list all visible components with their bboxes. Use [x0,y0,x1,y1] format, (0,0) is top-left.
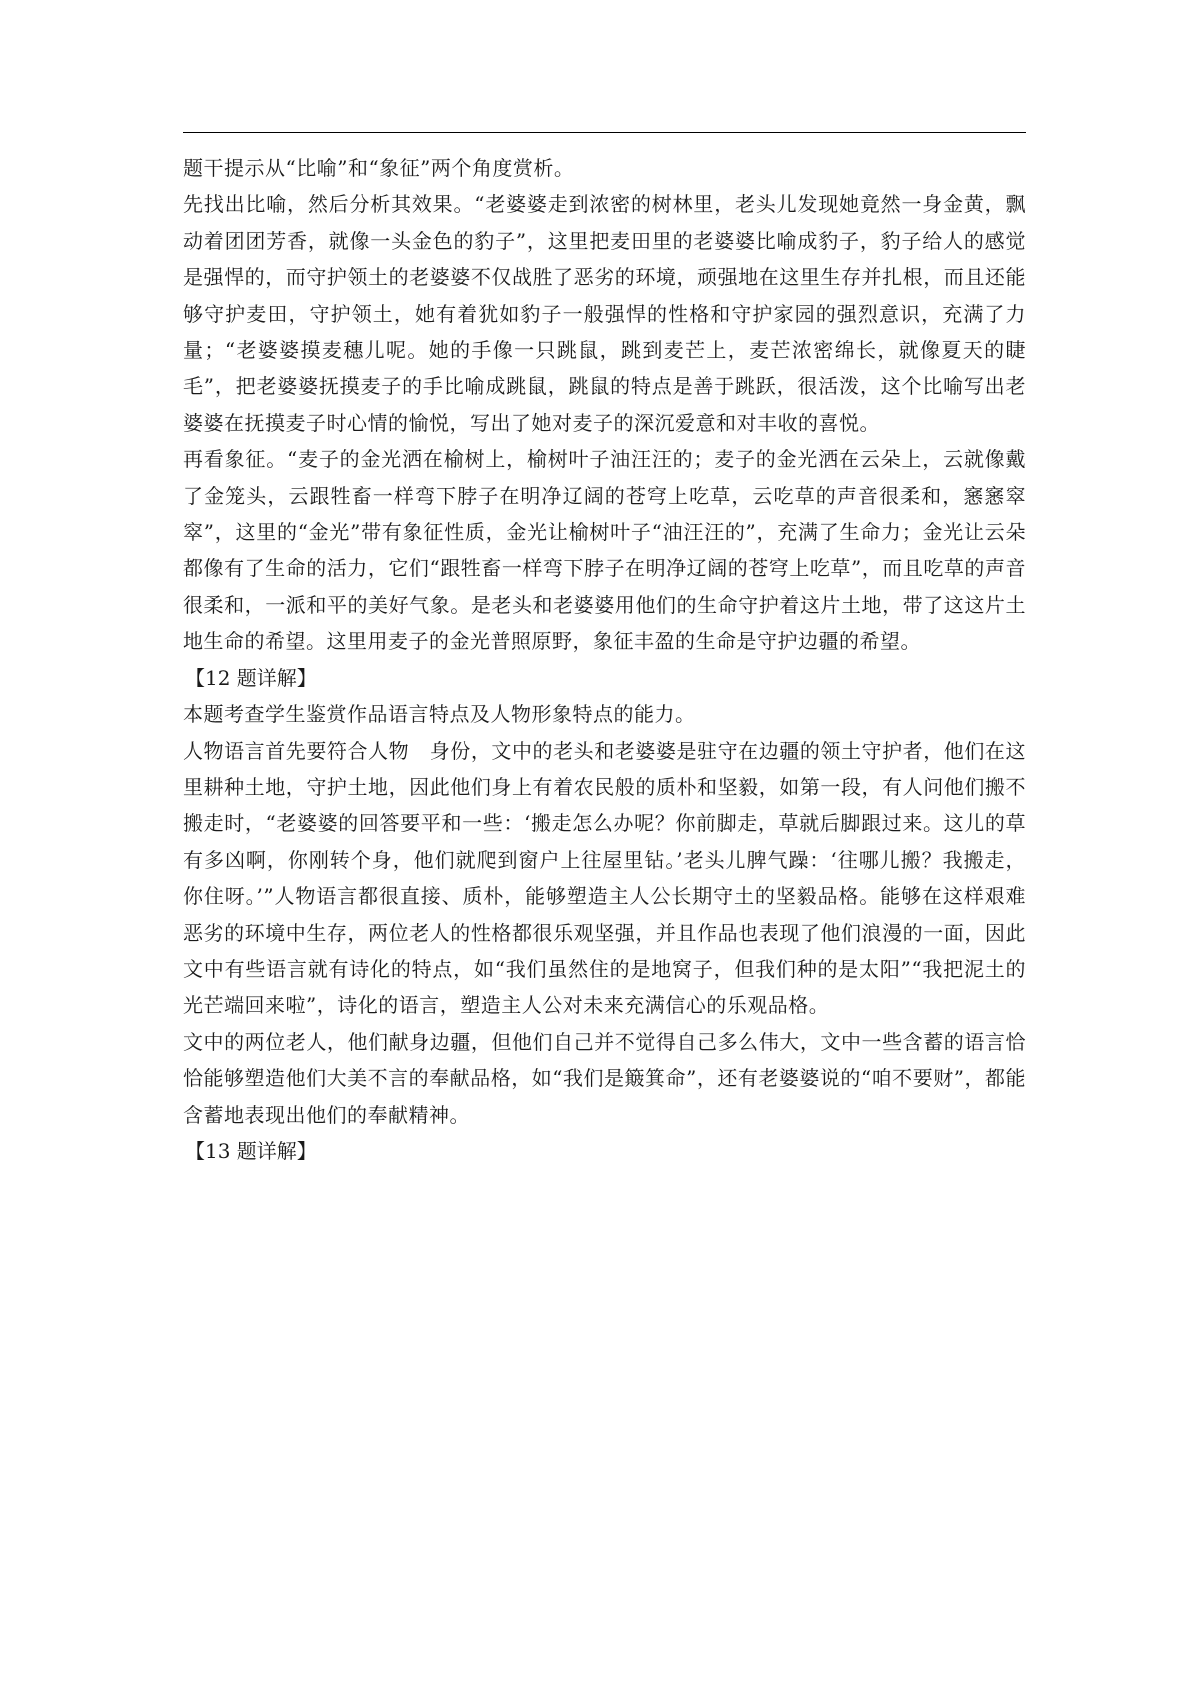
paragraph-q12-character-language: 人物语言首先要符合人物 身份，文中的老头和老婆婆是驻守在边疆的领土守护者，他们在这里耕种土地，守护土地，因此他们身上有着农民般的质朴和坚毅，如第一段，有人问他们搬不搬走时，“老婆婆的回答要平和一些：‘搬走怎么办呢？你前脚走，草就后脚跟过来。这儿的草有多凶啊，你刚转个身，他们就爬到窗户上往屋里钻。’老头儿脾气躁：‘往哪儿搬？我搬走，你住呀。’”人物语言都很直接、质朴，能够塑造主人公长期守土的坚毅品格。能够在这样艰难恶劣的环境中生存，两位老人的性格都很乐观坚强，并且作品也表现了他们浪漫的一面，因此文中有些语言就有诗化的特点，如“我们虽然住的是地窝子，但我们种的是太阳”“我把泥土的光芒端回来啦”，诗化的语言，塑造主人公对未来充满信心的乐观品格。 [183,738,1026,1018]
paragraph-metaphor-analysis: 先找出比喻，然后分析其效果。“老婆婆走到浓密的树林里，老头儿发现她竟然一身金黄，飘动着团团芳香，就像一头金色的豹子”，这里把麦田里的老婆婆比喻成豹子，豹子给人的感觉是强悍的，而守护领土的老婆婆不仅战胜了恶劣的环境，顽强地在这里生存并扎根，而且还能够守护麦田，守护领土，她有着犹如豹子一般强悍的性格和守护家园的强烈意识，充满了力量；“老婆婆摸麦穗儿呢。她的手像一只跳鼠，跳到麦芒上，麦芒浓密绵长，就像夏天的睫毛”，把老婆婆抚摸麦子的手比喻成跳鼠，跳鼠的特点是善于跳跃，很活泼，这个比喻写出老婆婆在抚摸麦子时心情的愉悦，写出了她对麦子的深沉爱意和对丰收的喜悦。 [183,192,1026,435]
section-heading-q13: 【13 题详解】 [185,1138,317,1163]
paragraph-intro-hint: 题干提示从“比喻”和“象征”两个角度赏析。 [183,156,575,180]
paragraph-q12-dedication: 文中的两位老人，他们献身边疆，但他们自己并不觉得自己多么伟大，文中一些含蓄的语言恰恰能够塑造他们大美不言的奉献品格，如“我们是簸箕命”，还有老婆婆说的“咱不要财”，都能含蓄地表现出他们的奉献精神。 [183,1029,1026,1127]
paragraph-symbol-analysis: 再看象征。“麦子的金光洒在榆树上，榆树叶子油汪汪的；麦子的金光洒在云朵上，云就像戴了金笼头，云跟牲畜一样弯下脖子在明净辽阔的苍穹上吃草，云吃草的声音很柔和，窸窸窣窣”，这里的“金光”带有象征性质，金光让榆树叶子“油汪汪的”，充满了生命力；金光让云朵都像有了生命的活力，它们“跟牲畜一样弯下脖子在明净辽阔的苍穹上吃草”，而且吃草的声音很柔和，一派和平的美好气象。是老头和老婆婆用他们的生命守护着这片土地，带了这这片土地生命的希望。这里用麦子的金光普照原野，象征丰盈的生命是守护边疆的希望。 [183,447,1026,654]
paragraph-q12-overview: 本题考查学生鉴赏作品语言特点及人物形象特点的能力。 [183,702,696,727]
document-body [183,150,1026,1169]
section-heading-q12: 【12 题详解】 [185,665,317,690]
header-rule [183,132,1026,133]
